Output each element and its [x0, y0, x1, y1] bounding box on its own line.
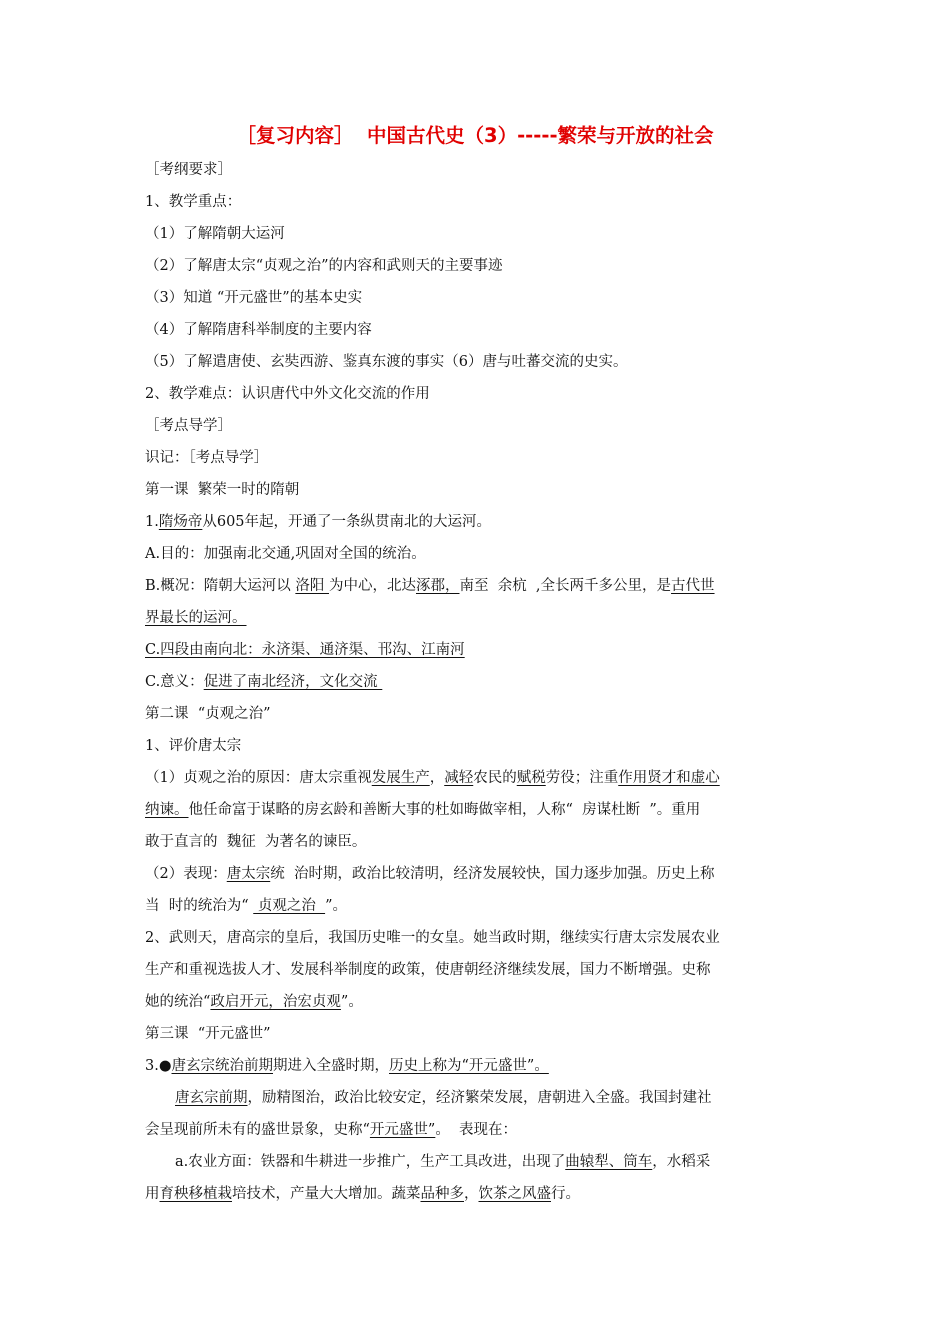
memorize-heading: 识记：［考点导学］ — [145, 450, 269, 466]
section-heading-syllabus: ［考纲要求］ — [145, 162, 232, 178]
wu-zetian-line-3: 她的统治“政启开元，治宏贞观”。 — [145, 994, 363, 1010]
section-heading-guide: ［考点导学］ — [145, 418, 232, 434]
teaching-difficulty: 2、教学难点：认识唐代中外文化交流的作用 — [145, 386, 430, 402]
evaluate-taizong-heading: 1、评价唐太宗 — [145, 738, 242, 754]
kaiyuan-desc-cont: 会呈现前所未有的盛世景象，史称“开元盛世”。 表现在： — [145, 1122, 518, 1138]
document-title: ［复习内容］ 中国古代史（3）-----繁荣与开放的社会 — [236, 124, 714, 147]
lesson-1-heading: 第一课 繁荣一时的隋朝 — [145, 482, 300, 498]
zhenguan-causes-cont: 纳谏。他任命富于谋略的房玄龄和善断大事的杜如晦做宰相，人称“ 房谋杜断 ”。重用 — [145, 802, 701, 818]
focus-item-1: （1）了解隋朝大运河 — [145, 226, 285, 242]
zhenguan-manifestation-cont: 当 时的统治为“ 贞观之治 ”。 — [145, 898, 347, 914]
zhenguan-causes-cont-2: 敢于直言的 魏征 为著名的谏臣。 — [145, 834, 367, 850]
kaiyuan-intro-line: 3.●唐玄宗统治前期期进入全盛时期，历史上称为“开元盛世”。 — [145, 1058, 549, 1074]
wu-zetian-line-1: 2、武则天，唐高宗的皇后，我国历史唯一的女皇。她当政时期，继续实行唐太宗发展农业 — [145, 930, 720, 946]
canal-purpose: A.目的：加强南北交通,巩固对全国的统治。 — [145, 546, 426, 562]
focus-item-2: （2）了解唐太宗“贞观之治”的内容和武则天的主要事迹 — [145, 258, 503, 274]
kaiyuan-desc-line: 唐玄宗前期，励精图治，政治比较安定，经济繁荣发展，唐朝进入全盛。我国封建社 — [175, 1090, 712, 1106]
canal-sections: C.四段由南向北：永济渠、通济渠、邗沟、江南河 — [145, 642, 465, 658]
agriculture-cont: 用育秧移植栽培技术，产量大大增加。蔬菜品种多，饮茶之风盛行。 — [145, 1186, 580, 1202]
canal-significance: C.意义：促进了南北经济，文化交流 — [145, 674, 383, 690]
canal-overview-cont: 界最长的运河。 — [145, 610, 247, 626]
teaching-focus-heading: 1、教学重点： — [145, 194, 242, 210]
bullet-icon: ● — [158, 1058, 172, 1074]
zhenguan-manifestation-line: （2）表现：唐太宗统 治时期，政治比较清明，经济发展较快，国力逐步加强。历史上称 — [145, 866, 715, 882]
lesson-2-heading: 第二课 “贞观之治” — [145, 706, 271, 722]
canal-overview-line: B.概况：隋朝大运河以 洛阳 为中心，北达涿郡，南至 余杭 ,全长两千多公里，是古代世 — [145, 578, 715, 594]
lesson-3-heading: 第三课 “开元盛世” — [145, 1026, 271, 1042]
focus-item-4: （4）了解隋唐科举制度的主要内容 — [145, 322, 372, 338]
zhenguan-causes-line: （1）贞观之治的原因：唐太宗重视发展生产，减轻农民的赋税劳役；注重作用贤才和虚心 — [145, 770, 720, 786]
focus-item-3: （3）知道 “开元盛世”的基本史实 — [145, 290, 363, 306]
wu-zetian-line-2: 生产和重视选拔人才、发展科举制度的政策，使唐朝经济继续发展，国力不断增强。史称 — [145, 962, 711, 978]
focus-item-5-6: （5）了解遣唐使、玄奘西游、鉴真东渡的事实（6）唐与吐蕃交流的史实。 — [145, 354, 628, 370]
agriculture-line: a.农业方面：铁器和牛耕进一步推广，生产工具改进，出现了曲辕犁、筒车，水稻采 — [175, 1154, 711, 1170]
canal-intro-line: 1.隋炀帝从605年起，开通了一条纵贯南北的大运河。 — [145, 514, 492, 530]
